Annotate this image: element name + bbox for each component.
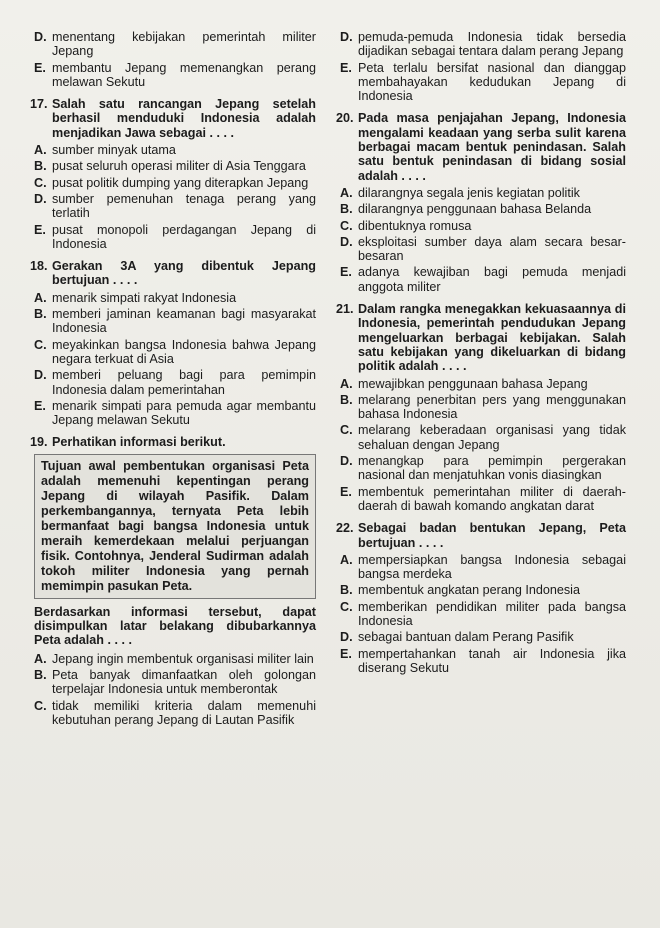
question-number: 18. xyxy=(30,259,48,274)
question-19-continued xyxy=(336,30,626,103)
information-box: Tujuan awal pembentukan organisasi Peta adalah memenuhi kepentingan perang Jepang di wilayah Pasifik. Dalam perkembangannya, ternyata Peta lebih bermanfaat bagi bangsa Indonesia untuk meraih kemerdekaan melalui perjuangan fisik. Contohnya, Jenderal Sudirman adalah tokoh militer Indonesia yang pernah memimpin pasukan Peta. xyxy=(34,454,316,599)
question-stem: 19. Perhatikan informasi berikut. xyxy=(30,435,226,450)
question-prompt: Berdasarkan informasi tersebut, dapat disimpulkan latar belakang dibubarkannya Peta adalah . . . . xyxy=(34,604,316,648)
option-c: C. tidak memiliki kriteria dalam memenuhi kebutuhan perang Jepang di Lautan Pasifik xyxy=(34,698,316,727)
option-d: D. pemuda-pemuda Indonesia tidak bersedia dijadikan sebagai tentara dalam perang Jepang xyxy=(340,30,626,59)
question-stem: 18. Gerakan 3A yang dibentuk Jepang bertujuan . . . . xyxy=(30,259,316,288)
option-e: E. menarik simpati para pemuda agar membantu Jepang melawan Sekutu xyxy=(34,398,316,428)
option-d: D. menentang kebijakan pemerintah militer Jepang xyxy=(34,30,316,59)
option-d: D. sebagai bantuan dalam Perang Pasifik xyxy=(340,630,574,645)
question-16-continued xyxy=(30,30,316,89)
option-a: A. dilarangnya segala jenis kegiatan politik xyxy=(340,185,580,200)
option-a: A. mempersiapkan bangsa Indonesia sebagai bangsa merdeka xyxy=(340,552,626,582)
right-column xyxy=(336,30,626,683)
question-20 xyxy=(336,111,626,294)
option-b: B. Peta banyak dimanfaatkan oleh golongan terpelajar Indonesia untuk memberontak xyxy=(34,667,316,697)
question-21 xyxy=(336,302,626,513)
option-b: B. dilarangnya penggunaan bahasa Belanda xyxy=(340,202,592,217)
option-b: B. melarang penerbitan pers yang menggunakan bahasa Indonesia xyxy=(340,392,626,422)
option-b: B. memberi jaminan keamanan bagi masyarakat Indonesia xyxy=(34,307,316,336)
question-stem: 22. Sebagai badan bentukan Jepang, Peta bertujuan . . . . xyxy=(336,521,626,550)
option-a: A. sumber minyak utama xyxy=(34,143,176,158)
question-number: 21. xyxy=(336,302,354,317)
question-stem: 17. Salah satu rancangan Jepang setelah berhasil menduduki Indonesia adalah menjadikan Jawa sebagai . . . . xyxy=(30,97,316,140)
option-c: C. melarang keberadaan organisasi yang tidak sehaluan dengan Jepang xyxy=(340,423,626,452)
option-e: E. adanya kewajiban bagi pemuda menjadi anggota militer xyxy=(340,265,626,294)
question-number: 20. xyxy=(336,111,354,126)
option-c: C. meyakinkan bangsa Indonesia bahwa Jepang negara terkuat di Asia xyxy=(34,337,316,366)
option-a: A. mewajibkan penggunaan bahasa Jepang xyxy=(340,376,588,391)
option-e: E. membantu Jepang memenangkan perang melawan Sekutu xyxy=(34,60,316,89)
option-e: E. mempertahankan tanah air Indonesia jika diserang Sekutu xyxy=(340,646,626,675)
question-number: 19. xyxy=(30,435,48,450)
option-e: E. pusat monopoli perdagangan Jepang di Indonesia xyxy=(34,222,316,251)
question-17 xyxy=(30,97,316,251)
option-d: D. memberi peluang bagi para pemimpin Indonesia dalam pemerintahan xyxy=(34,368,316,397)
left-column xyxy=(30,30,316,735)
option-e: E. membentuk pemerintahan militer di daerah-daerah di bawah komando angkatan darat xyxy=(340,484,626,513)
option-c: C. memberikan pendidikan militer pada bangsa Indonesia xyxy=(340,599,626,628)
question-22 xyxy=(336,521,626,675)
question-stem: 20. Pada masa penjajahan Jepang, Indonesia mengalami keadaan yang serba sulit karena berbagai macam bentuk penindasan. Salah satu bentuk penindasan di bidang sosial adalah . . . . xyxy=(336,111,626,183)
option-c: C. dibentuknya romusa xyxy=(340,218,472,233)
option-e: E. Peta terlalu bersifat nasional dan dianggap membahayakan kedudukan Jepang di Indonesia xyxy=(340,60,626,104)
option-a: A. menarik simpati rakyat Indonesia xyxy=(34,290,237,305)
question-number: 17. xyxy=(30,97,48,112)
question-number: 22. xyxy=(336,521,354,536)
question-stem: 21. Dalam rangka menegakkan kekuasaannya di Indonesia, pemerintah pendudukan Jepang mengeluarkan berbagai kebijakan. Salah satu kebijakan yang dikeluarkan di bidang politik adalah . . . . xyxy=(336,302,626,374)
option-b: B. membentuk angkatan perang Indonesia xyxy=(340,583,580,598)
option-d: D. menangkap para pemimpin pergerakan nasional dan menjatuhkan vonis diasingkan xyxy=(340,454,626,483)
option-b: B. pusat seluruh operasi militer di Asia Tenggara xyxy=(34,159,306,174)
question-18 xyxy=(30,259,316,427)
option-c: C. pusat politik dumping yang diterapkan Jepang xyxy=(34,175,309,190)
question-19 xyxy=(30,435,316,727)
option-d: D. eksploitasi sumber daya alam secara besar-besaran xyxy=(340,234,626,264)
option-d: D. sumber pemenuhan tenaga perang yang terlatih xyxy=(34,191,316,221)
option-a: A. Jepang ingin membentuk organisasi militer lain xyxy=(34,651,314,666)
